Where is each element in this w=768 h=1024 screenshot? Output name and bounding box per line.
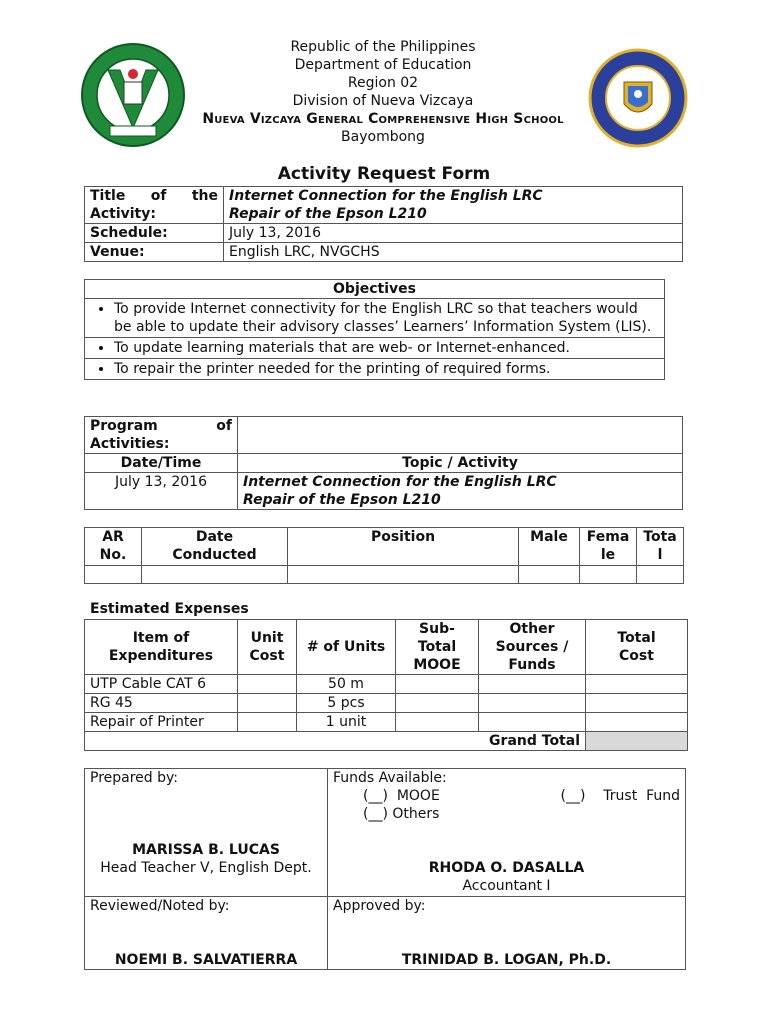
expense-units: 5 pcs xyxy=(297,694,396,713)
expense-item: RG 45 xyxy=(85,694,238,713)
expenses-heading: Estimated Expenses xyxy=(90,601,249,617)
program-table xyxy=(84,416,683,510)
program-label: Program of Activities: xyxy=(85,417,238,454)
program-topic: Internet Connection for the English LRC Repair of the Epson L210 xyxy=(238,473,683,510)
header-country: Republic of the Philippines xyxy=(290,39,476,55)
schedule-label: Schedule: xyxy=(85,224,224,243)
program-col-datetime: Date/Time xyxy=(85,454,238,473)
funds-signatory-name: RHODA O. DASALLA xyxy=(428,860,585,876)
expense-item: UTP Cable CAT 6 xyxy=(85,675,238,694)
program-date: July 13, 2016 xyxy=(85,473,238,510)
title-label: Title of the Activity: xyxy=(85,187,224,224)
col-units: # of Units xyxy=(297,620,396,675)
funds-signatory-title: Accountant I xyxy=(462,878,551,894)
prepared-by-label: Prepared by: xyxy=(90,770,178,786)
expense-units: 50 m xyxy=(297,675,396,694)
objectives-table xyxy=(84,279,665,380)
fund-mooe-option: (__) MOOE xyxy=(363,788,440,804)
signatures-table xyxy=(84,768,686,970)
attendance-table xyxy=(84,527,684,584)
objective-item: • To update learning materials that are web- or Internet-enhanced. xyxy=(114,339,659,357)
col-date-conducted: Date Conducted xyxy=(142,528,288,566)
fund-trust-option: (__) Trust Fund xyxy=(560,788,680,804)
funds-available-cell xyxy=(328,769,686,897)
venue-label: Venue: xyxy=(85,243,224,262)
activity-info-table xyxy=(84,186,683,262)
col-male: Male xyxy=(519,528,580,566)
expense-units: 1 unit xyxy=(297,713,396,732)
header-department: Department of Education xyxy=(294,57,472,73)
header-division: Division of Nueva Vizcaya xyxy=(292,93,474,109)
objectives-heading: Objectives xyxy=(85,280,665,299)
reviewed-by-label: Reviewed/Noted by: xyxy=(90,898,230,914)
objective-item: • To repair the printer needed for the printing of required forms. xyxy=(114,360,659,378)
col-position: Position xyxy=(288,528,519,566)
document-header xyxy=(150,38,616,146)
col-unit-cost: Unit Cost xyxy=(238,620,297,675)
venue-value: English LRC, NVGCHS xyxy=(224,243,683,262)
expense-item: Repair of Printer xyxy=(85,713,238,732)
expenses-table xyxy=(84,619,688,751)
approved-by-cell xyxy=(328,897,686,970)
col-female: Fema le xyxy=(580,528,637,566)
program-col-topic: Topic / Activity xyxy=(238,454,683,473)
prepared-by-name: MARISSA B. LUCAS xyxy=(132,842,280,858)
prepared-by-title: Head Teacher V, English Dept. xyxy=(100,860,312,876)
grand-total-value xyxy=(586,732,688,751)
col-subtotal: Sub- Total MOOE xyxy=(396,620,479,675)
col-total-cost: Total Cost xyxy=(586,620,688,675)
col-ar-no: AR No. xyxy=(85,528,142,566)
fund-others-option: (__) Others xyxy=(363,806,440,822)
grand-total-label: Grand Total xyxy=(85,732,586,751)
col-item: Item of Expenditures xyxy=(85,620,238,675)
title-value: Internet Connection for the English LRC Repair of the Epson L210 xyxy=(224,187,683,224)
prepared-by-cell xyxy=(85,769,328,897)
schedule-value: July 13, 2016 xyxy=(224,224,683,243)
funds-available-label: Funds Available: xyxy=(333,770,447,786)
header-school-name: Nueva Vizcaya General Comprehensive High School xyxy=(202,111,564,127)
header-region: Region 02 xyxy=(347,75,419,91)
col-other-sources: Other Sources / Funds xyxy=(479,620,586,675)
approved-by-label: Approved by: xyxy=(333,898,426,914)
col-total: Tota l xyxy=(637,528,684,566)
approved-by-name: TRINIDAD B. LOGAN, Ph.D. xyxy=(401,952,612,968)
reviewed-by-name: NOEMI B. SALVATIERRA xyxy=(114,952,298,968)
form-title: Activity Request Form xyxy=(277,164,491,184)
reviewed-by-cell xyxy=(85,897,328,970)
header-town: Bayombong xyxy=(341,129,425,145)
objective-item: • To provide Internet connectivity for the English LRC so that teachers would be able to update their advisory classes’ Learners’ Information System (LIS). xyxy=(114,300,659,336)
